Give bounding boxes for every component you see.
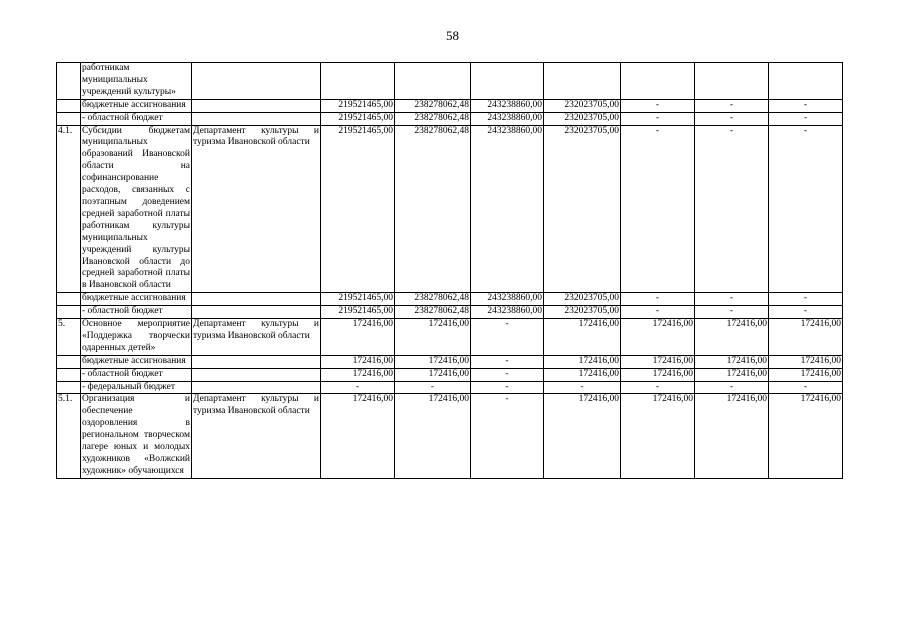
executor-cell [192, 355, 321, 368]
executor-cell [192, 112, 321, 125]
row-number-cell: 5. [57, 319, 81, 356]
value-cell-5: - [621, 293, 695, 306]
value-cell-1: - [321, 381, 395, 394]
value-cell-7: 172416,00 [769, 319, 843, 356]
value-cell-7: - [769, 306, 843, 319]
value-cell-3: 243238860,00 [471, 99, 544, 112]
table-row [57, 112, 843, 125]
value-cell-2: 238278062,48 [395, 99, 471, 112]
value-cell-3: - [471, 381, 544, 394]
value-cell-5: - [621, 381, 695, 394]
row-number-cell [57, 63, 81, 100]
value-cell-2: 238278062,48 [395, 112, 471, 125]
value-cell-3: - [471, 394, 544, 478]
value-cell-3 [471, 63, 544, 100]
table-body [57, 63, 843, 479]
value-cell-7 [769, 63, 843, 100]
value-cell-7: - [769, 381, 843, 394]
value-cell-4: - [544, 381, 621, 394]
value-cell-2: 172416,00 [395, 319, 471, 356]
row-number-cell [57, 99, 81, 112]
value-cell-5 [621, 63, 695, 100]
value-cell-3: - [471, 355, 544, 368]
table-row [57, 368, 843, 381]
row-number-cell [57, 112, 81, 125]
table-row [57, 99, 843, 112]
value-cell-7: - [769, 99, 843, 112]
value-cell-1: 219521465,00 [321, 306, 395, 319]
value-cell-5: 172416,00 [621, 394, 695, 478]
table-row [57, 394, 843, 478]
value-cell-2: - [395, 381, 471, 394]
value-cell-5: 172416,00 [621, 368, 695, 381]
activity-name-cell: Организация и обеспечение оздоровления в региональном творческом лагере юных и молодых художников «Волжский художник» обучающихся [81, 394, 192, 478]
activity-name-cell: Основное мероприятие «Поддержка творчески одаренных детей» [81, 319, 192, 356]
value-cell-7: - [769, 112, 843, 125]
value-cell-1: 219521465,00 [321, 112, 395, 125]
row-number-cell [57, 293, 81, 306]
value-cell-2: 238278062,48 [395, 125, 471, 293]
value-cell-4: 232023705,00 [544, 293, 621, 306]
value-cell-7: - [769, 125, 843, 293]
value-cell-1: 219521465,00 [321, 125, 395, 293]
value-cell-1: 172416,00 [321, 368, 395, 381]
value-cell-6: 172416,00 [695, 319, 769, 356]
activity-name-cell: - областной бюджет [81, 368, 192, 381]
value-cell-2: 172416,00 [395, 394, 471, 478]
value-cell-5: - [621, 306, 695, 319]
activity-name-cell: бюджетные ассигнования [81, 355, 192, 368]
value-cell-4: 172416,00 [544, 355, 621, 368]
row-number-cell [57, 381, 81, 394]
row-number-cell [57, 306, 81, 319]
value-cell-4: 232023705,00 [544, 112, 621, 125]
activity-name-cell: Субсидии бюджетам муниципальных образований Ивановской области на софинансирование расходов, связанных с поэтапным доведением средней заработной платы работникам культуры муниципальных учреждений культуры Ивановской области до средней заработной платы в Ивановской области [81, 125, 192, 293]
value-cell-6: 172416,00 [695, 368, 769, 381]
value-cell-1 [321, 63, 395, 100]
table-row [57, 125, 843, 293]
activity-name-cell: бюджетные ассигнования [81, 293, 192, 306]
value-cell-2: 172416,00 [395, 355, 471, 368]
value-cell-6: - [695, 306, 769, 319]
value-cell-3: 243238860,00 [471, 125, 544, 293]
value-cell-1: 219521465,00 [321, 99, 395, 112]
executor-cell [192, 293, 321, 306]
value-cell-3: - [471, 319, 544, 356]
value-cell-4: 232023705,00 [544, 306, 621, 319]
value-cell-6: 172416,00 [695, 355, 769, 368]
activity-name-cell: - областной бюджет [81, 112, 192, 125]
value-cell-7: 172416,00 [769, 394, 843, 478]
row-number-cell [57, 355, 81, 368]
value-cell-6: - [695, 99, 769, 112]
executor-cell [192, 63, 321, 100]
value-cell-4: 172416,00 [544, 394, 621, 478]
value-cell-5: - [621, 112, 695, 125]
value-cell-4: 172416,00 [544, 368, 621, 381]
value-cell-6 [695, 63, 769, 100]
value-cell-5: - [621, 125, 695, 293]
value-cell-4 [544, 63, 621, 100]
value-cell-4: 232023705,00 [544, 125, 621, 293]
value-cell-6: - [695, 125, 769, 293]
row-number-cell [57, 368, 81, 381]
value-cell-5: 172416,00 [621, 319, 695, 356]
value-cell-1: 172416,00 [321, 319, 395, 356]
row-number-cell: 5.1. [57, 394, 81, 478]
activity-name-cell: бюджетные ассигнования [81, 99, 192, 112]
value-cell-1: 172416,00 [321, 355, 395, 368]
row-number-cell: 4.1. [57, 125, 81, 293]
value-cell-4: 172416,00 [544, 319, 621, 356]
executor-cell: Департамент культуры и туризма Ивановской области [192, 319, 321, 356]
budget-table [56, 62, 843, 479]
value-cell-6: 172416,00 [695, 394, 769, 478]
value-cell-2: 238278062,48 [395, 293, 471, 306]
value-cell-1: 172416,00 [321, 394, 395, 478]
value-cell-7: 172416,00 [769, 368, 843, 381]
activity-name-cell: - федеральный бюджет [81, 381, 192, 394]
value-cell-6: - [695, 381, 769, 394]
executor-cell [192, 99, 321, 112]
value-cell-5: - [621, 99, 695, 112]
executor-cell [192, 381, 321, 394]
value-cell-6: - [695, 293, 769, 306]
value-cell-1: 219521465,00 [321, 293, 395, 306]
value-cell-6: - [695, 112, 769, 125]
table-row [57, 381, 843, 394]
table-row [57, 63, 843, 100]
value-cell-2: 238278062,48 [395, 306, 471, 319]
value-cell-3: 243238860,00 [471, 112, 544, 125]
executor-cell: Департамент культуры и туризма Ивановской области [192, 394, 321, 478]
value-cell-3: - [471, 368, 544, 381]
table-row [57, 306, 843, 319]
value-cell-3: 243238860,00 [471, 293, 544, 306]
value-cell-7: 172416,00 [769, 355, 843, 368]
value-cell-7: - [769, 293, 843, 306]
table-row [57, 319, 843, 356]
page-number: 58 [446, 28, 459, 43]
activity-name-cell: - областной бюджет [81, 306, 192, 319]
value-cell-3: 243238860,00 [471, 306, 544, 319]
executor-cell [192, 306, 321, 319]
activity-name-cell: работникам муниципальных учреждений культуры» [81, 63, 192, 100]
table-row [57, 355, 843, 368]
value-cell-2 [395, 63, 471, 100]
table-row [57, 293, 843, 306]
value-cell-4: 232023705,00 [544, 99, 621, 112]
executor-cell [192, 368, 321, 381]
value-cell-2: 172416,00 [395, 368, 471, 381]
value-cell-5: 172416,00 [621, 355, 695, 368]
executor-cell: Департамент культуры и туризма Ивановской области [192, 125, 321, 293]
